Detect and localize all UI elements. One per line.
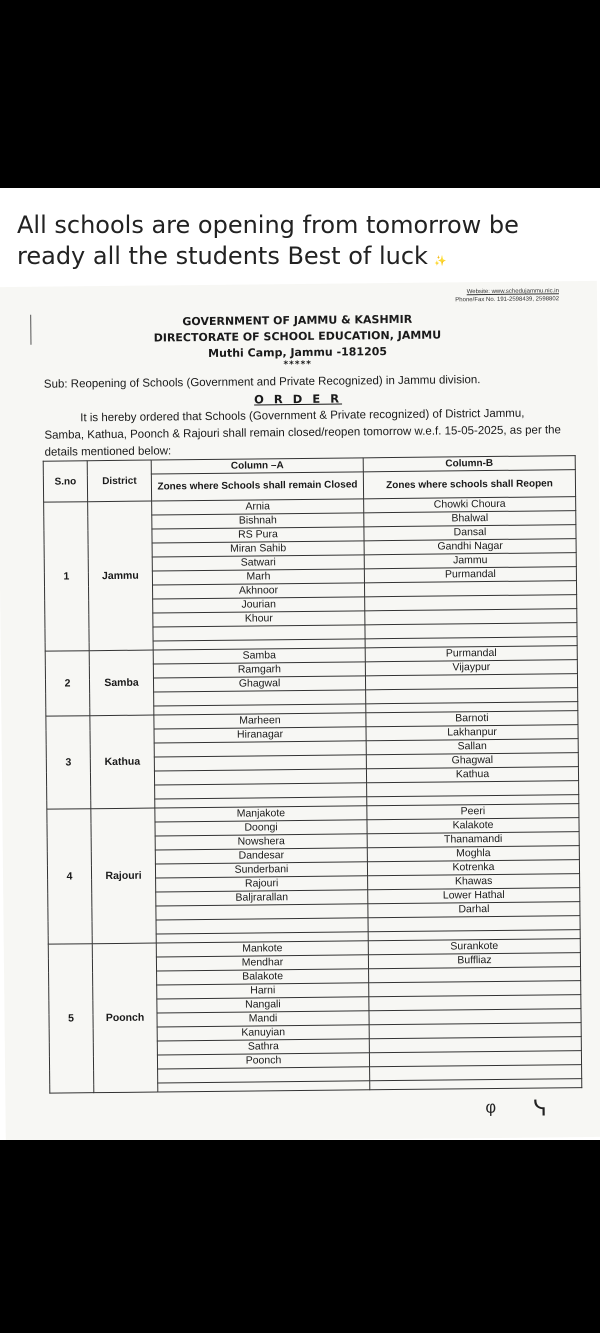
district-name: Kathua xyxy=(90,715,155,809)
order-title: O R D E R xyxy=(254,391,343,407)
header-stars: ***** xyxy=(283,359,313,371)
closed-zone: Poonch xyxy=(157,1053,369,1069)
closed-zone: Balakote xyxy=(157,969,369,985)
reopen-zone: Vijaypur xyxy=(365,660,577,676)
closed-zone: Manjakote xyxy=(155,806,367,822)
closed-zone: Khour xyxy=(153,611,365,627)
header-district: District xyxy=(87,460,151,502)
reopen-zone: Kalakote xyxy=(367,818,579,834)
header-address: Muthi Camp, Jammu -181205 xyxy=(208,345,388,360)
reopen-zone: Ghagwal xyxy=(366,753,578,769)
serial-number: 1 xyxy=(44,502,90,651)
closed-zone: Mankote xyxy=(156,941,368,957)
closed-zone: Arnia xyxy=(152,499,364,515)
closed-zone: Harni xyxy=(157,983,369,999)
reopen-zone: Sallan xyxy=(366,739,578,755)
closed-zone: Akhnoor xyxy=(153,583,365,599)
zones-table xyxy=(43,455,583,1094)
header-column-a-title: Column –A xyxy=(151,458,363,474)
post-caption xyxy=(17,210,587,277)
closed-zone: Sunderbani xyxy=(155,862,367,878)
serial-number: 4 xyxy=(47,809,92,944)
reopen-zone: Barnoti xyxy=(366,711,578,727)
reopen-zone: Surankote xyxy=(368,939,580,955)
spacer-cell xyxy=(370,1079,582,1090)
serial-number: 3 xyxy=(46,716,91,809)
phone-line: Phone/Fax No. 191-2598439, 2598802 xyxy=(455,296,560,304)
order-body: It is hereby ordered that Schools (Government & Private recognized) of District Jammu, Samba, Kathua, Poonch & Rajouri shall remain closed/reopen tomorrow w.e.f. 15-05-2025, as per the details mentioned below: xyxy=(44,407,561,459)
closed-zone: Hiranagar xyxy=(154,727,366,743)
serial-number: 2 xyxy=(45,651,90,716)
reopen-zone: Buffliaz xyxy=(368,953,580,969)
closed-zone: Mendhar xyxy=(156,955,368,971)
reopen-zone: Darhal xyxy=(368,902,580,918)
closed-zone: Bishnah xyxy=(152,513,364,529)
caption-text: All schools are opening from tomorrow be ready all the students Best of luck xyxy=(17,211,519,270)
closed-zone: Doongi xyxy=(155,820,367,836)
reopen-zone: Lakhanpur xyxy=(366,725,578,741)
header-column-b-title: Column-B xyxy=(363,456,575,472)
closed-zone: Marheen xyxy=(154,713,366,729)
website-line: Website: www.schedujammu.nic.in xyxy=(466,288,559,296)
header-government: GOVERNMENT OF JAMMU & KASHMIR xyxy=(182,312,413,329)
district-name: Samba xyxy=(89,650,154,716)
closed-zone: Satwari xyxy=(152,555,364,571)
closed-zone: Samba xyxy=(153,648,365,664)
header-directorate: DIRECTORATE OF SCHOOL EDUCATION, JAMMU xyxy=(153,328,442,345)
closed-zone: Jourian xyxy=(153,597,365,613)
reopen-zone: Chowki Choura xyxy=(364,497,576,513)
district-name: Rajouri xyxy=(91,808,156,944)
subject-line: Sub: Reopening of Schools (Government and Private Recognized) in Jammu division. xyxy=(43,374,481,391)
closed-zone: Miran Sahib xyxy=(152,541,364,557)
header-column-b: Zones where schools shall Reopen xyxy=(363,470,575,499)
closed-zone: Dandesar xyxy=(155,848,367,864)
closed-zone: Marh xyxy=(152,569,364,585)
closed-zone: RS Pura xyxy=(152,527,364,543)
closed-zone: Baljrarallan xyxy=(156,890,368,906)
reopen-zone: Moghla xyxy=(367,846,579,862)
reopen-zone: Kotrenka xyxy=(367,860,579,876)
reopen-zone: Bhalwal xyxy=(364,511,576,527)
serial-number: 5 xyxy=(48,944,94,1093)
sparkle-emoji-icon: ✨ xyxy=(433,256,447,267)
closed-zone: Ramgarh xyxy=(153,662,365,678)
order-document xyxy=(0,281,600,1140)
contact-info xyxy=(455,287,559,304)
header-column-a: Zones where Schools shall remain Closed xyxy=(151,472,363,501)
reopen-zone: Purmandal xyxy=(365,646,577,662)
shared-post xyxy=(0,188,600,1140)
reopen-zone: Thanamandi xyxy=(367,832,579,848)
closed-zone: Sathra xyxy=(157,1039,369,1055)
closed-zone: Nangali xyxy=(157,997,369,1013)
closed-zone: Rajouri xyxy=(156,876,368,892)
district-name: Jammu xyxy=(88,501,154,651)
closed-zone: Nowshera xyxy=(155,834,367,850)
reopen-zone: Gandhi Nagar xyxy=(364,539,576,555)
reopen-zone: Khawas xyxy=(368,874,580,890)
closed-zone: Kanuyian xyxy=(157,1025,369,1041)
reopen-zone: Lower Hathal xyxy=(368,888,580,904)
zones-table-body xyxy=(44,497,582,1094)
spacer-cell xyxy=(158,1081,370,1092)
reopen-zone: Dansal xyxy=(364,525,576,541)
reopen-zone: Peeri xyxy=(367,804,579,820)
reopen-zone: Jammu xyxy=(364,553,576,569)
closed-zone: Ghagwal xyxy=(153,676,365,692)
initials-signature: ᵩ xyxy=(485,1089,497,1118)
reopen-zone: Purmandal xyxy=(364,567,576,583)
reopen-zone: Kathua xyxy=(366,767,578,783)
handwritten-signature: ᓭ xyxy=(533,1095,547,1121)
district-name: Poonch xyxy=(92,943,158,1093)
header-sno: S.no xyxy=(43,461,87,502)
closed-zone: Mandi xyxy=(157,1011,369,1027)
